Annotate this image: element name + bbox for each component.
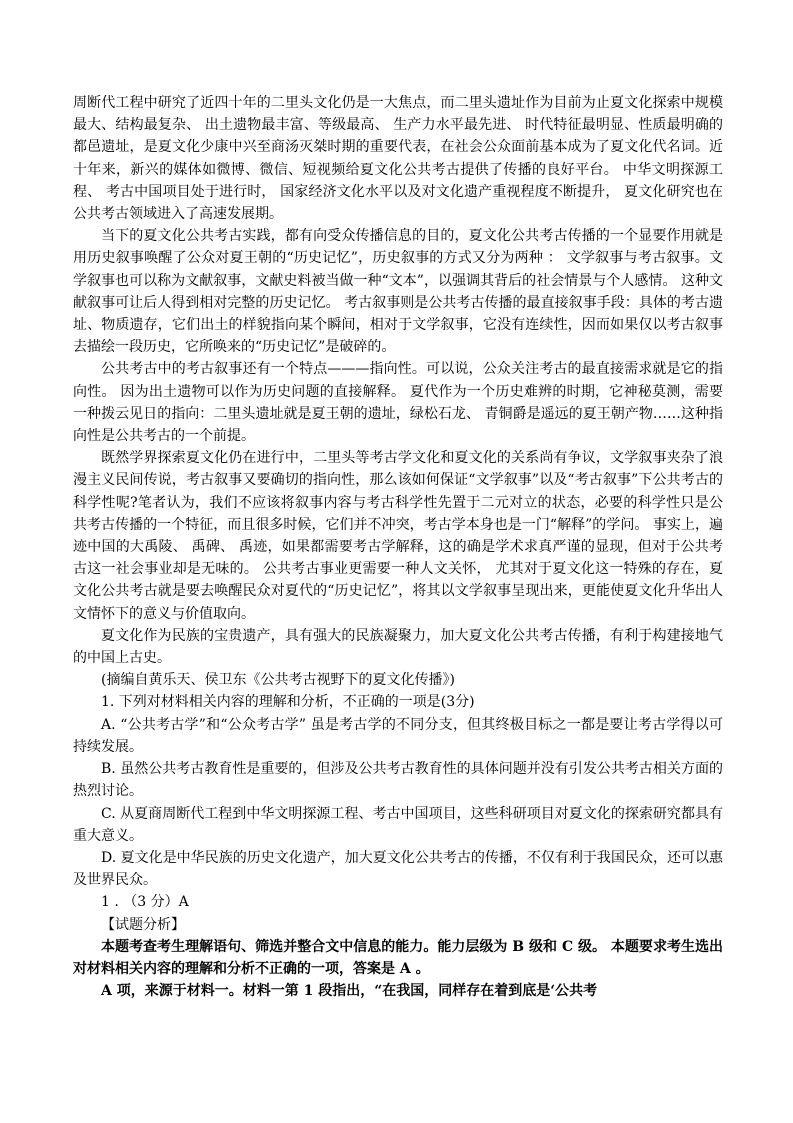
- paragraph-directionality: 公共考古中的考古叙事还有一个特点———指向性。可以说，公众关注考古的最直接需求就是它的指向性。 因为出土遗物可以作为历史问题的直接解释。 夏代作为一个历史难辨的时期，它神秘莫测，需要一种拨云见日的指向：二里头遗址就是夏王朝的遗址，绿松石龙、 青铜爵是遥远的夏王朝产物……这种指向性是公共考古的一个前提。: [73, 361, 723, 445]
- option-a: A. “公共考古学”和“公众考古学” 虽是考古学的不同分支，但其终极目标之一都是要让考古学得以可持续发展。: [73, 716, 723, 755]
- paragraph-narrative-types: 当下的夏文化公共考古实践，都有向受众传播信息的目的，夏文化公共考古传播的一个显要作用就是用历史叙事唤醒了公众对夏王朝的“历史记忆”，历史叙事的方式又分为两种 ： 文学叙事与考古叙事。文学叙事也可以称为文献叙事，文献史料被当做一种“文本”，以强调其背后的社会情景与个人感情。 这种文献叙事可让后人得到相对完整的历史记忆。 考古叙事则是公共考古传播的最直接叙事手段：具体的考古遗址、物质遗存，它们出土的样貌指向某个瞬间，相对于文学叙事，它没有连续性，因而如果仅以考古叙事去描绘一段历史，它所唤来的“历史记忆”是破碎的。: [73, 228, 723, 356]
- analysis-option-a: A 项，来源于材料一。材料一第 1 段指出，“在我国，同样存在着到底是‘公共考: [101, 983, 598, 1000]
- question-stem: 1. 下列对材料相关内容的理解和分析，不正确的一项是(3分): [101, 694, 475, 711]
- analysis-heading: 【试题分析】: [101, 916, 185, 933]
- document-page: [73, 92, 723, 1002]
- option-b: B. 虽然公共考古教育性是重要的，但涉及公共考古教育性的具体问题并没有引发公共考古相关方面的热烈讨论。: [73, 761, 723, 800]
- answer-line: 1 . （3 分）A: [101, 894, 189, 911]
- paragraph-conclusion: 夏文化作为民族的宝贵遗产，具有强大的民族凝聚力，加大夏文化公共考古传播，有利于构建接地气的中国上古史。: [73, 627, 723, 667]
- source-citation: (摘编自黄乐天、侯卫东《公共考古视野下的夏文化传播》): [101, 672, 455, 689]
- paragraph-intro: 周断代工程中研究了近四十年的二里头文化仍是一大焦点，而二里头遗址作为目前为止夏文化探索中规模最大、结构最复杂、 出土遗物最丰富、等级最高、 生产力水平最先进、 时代特征最明显、性质最明确的都邑遗址，是夏文化少康中兴至商汤灭桀时期的重要代表，在社会公众面前基本成为了夏文化代名词。近十年来，新兴的媒体如微博、微信、短视频给夏文化公共考古提供了传播的良好平台。 中华文明探源工程、 考古中国项目处于进行时， 国家经济文化水平以及对文化遗产重视程度不断提升， 夏文化研究也在公共考古领域进入了高速发展期。: [73, 95, 723, 223]
- analysis-text: 本题考查考生理解语句、筛选并整合文中信息的能力。能力层级为 B 级和 C 级。 本题要求考生选出对材料相关内容的理解和分析不正确的一项，答案是 A 。: [73, 938, 723, 977]
- option-d: D. 夏文化是中华民族的历史文化遗产，加大夏文化公共考古的传播，不仅有利于我国民众，还可以惠及世界民众。: [73, 849, 723, 889]
- option-c: C. 从夏商周断代工程到中华文明探源工程、考古中国项目，这些科研项目对夏文化的探索研究都具有重大意义。: [73, 805, 723, 844]
- paragraph-scientific-nature: 既然学界探索夏文化仍在进行中，二里头等考古学文化和夏文化的关系尚有争议，文学叙事夹杂了浪漫主义民间传说，考古叙事又要确切的指向性，那么该如何保证“文学叙事”以及“考古叙事”下公共考古的科学性呢?笔者认为，我们不应该将叙事内容与考古科学性先置于二元对立的状态，必要的科学性只是公共考古传播的一个特征，而且很多时候，它们并不冲突，考古学本身也是一门“解释”的学问。 事实上，遍迹中国的大禹陵、 禹碑、 禹迹，如果都需要考古学解释，这的确是学术求真严谨的显现，但对于公共考古这一社会事业却是无味的。 公共考古事业更需要一种人文关怀， 尤其对于夏文化这一特殊的存在，夏文化公共考古就是要去唤醒民众对夏代的“历史记忆”，将其以文学叙事呈现出来，更能使夏文化升华出人文情怀下的意义与价值取向。: [73, 450, 723, 622]
